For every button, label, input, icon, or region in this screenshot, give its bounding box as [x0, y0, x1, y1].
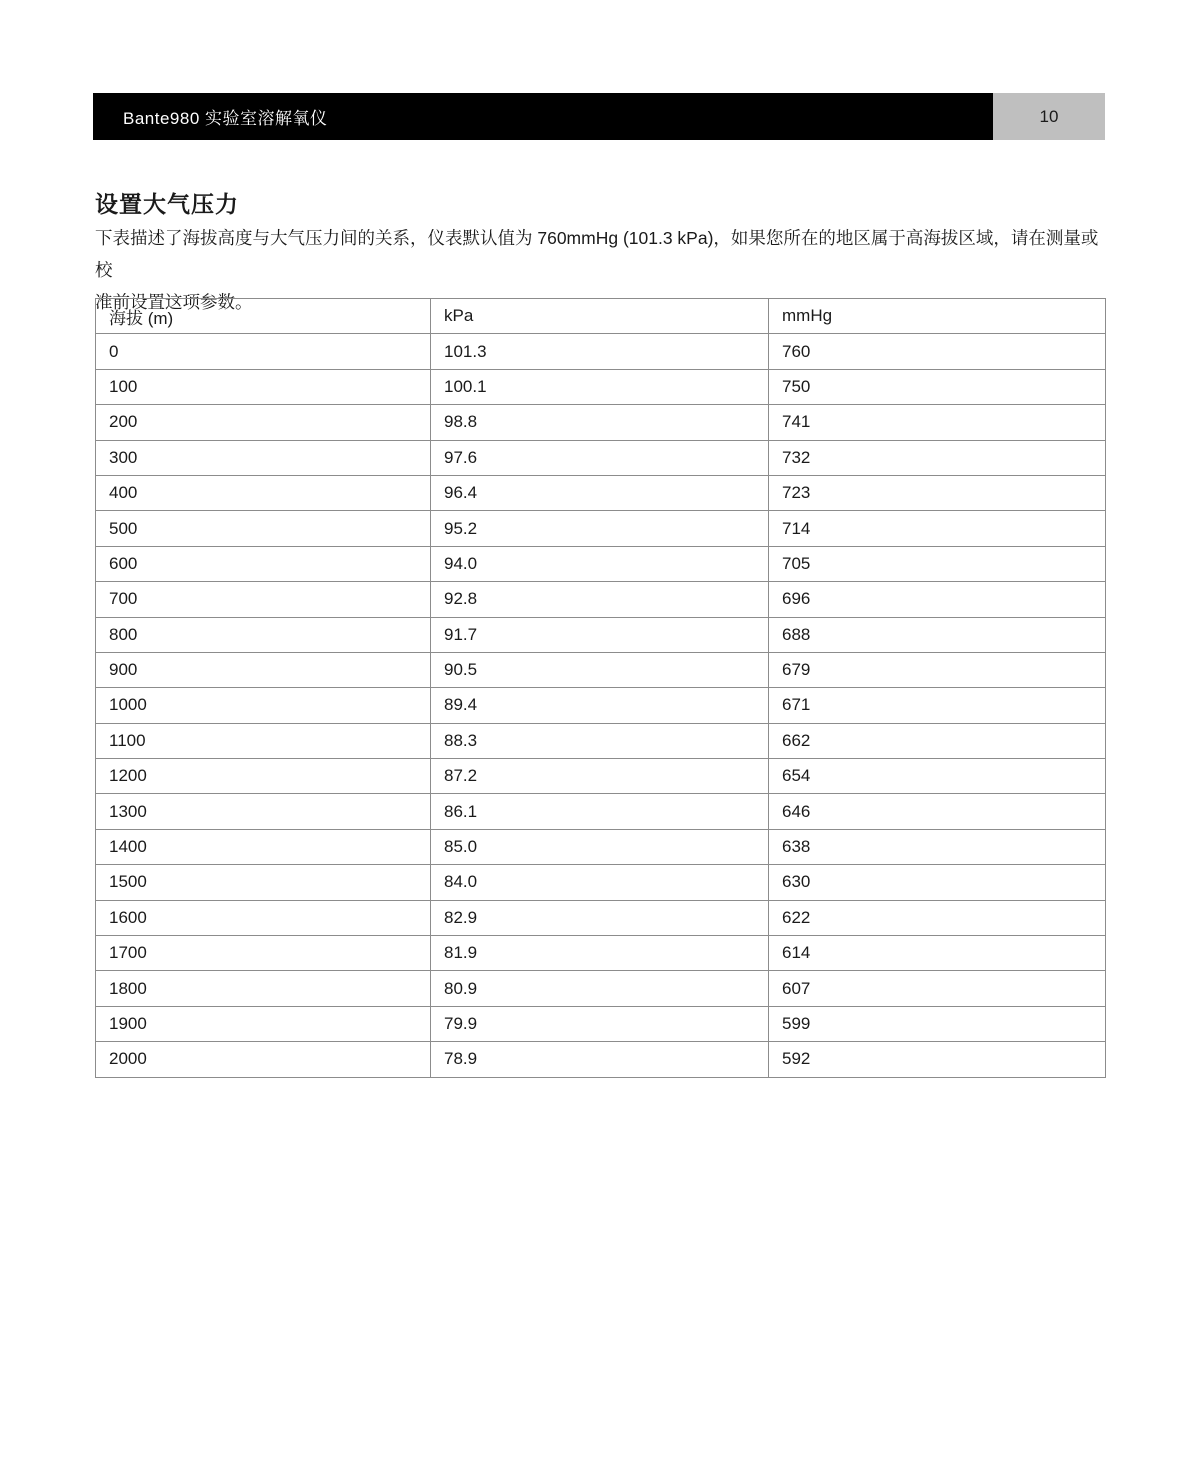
table-cell: 1000 [96, 688, 431, 723]
table-cell: 723 [769, 475, 1106, 510]
table-cell: 646 [769, 794, 1106, 829]
table-row [96, 794, 1106, 829]
intro-paragraph-line-2: 准前设置这项参数。 [95, 292, 253, 312]
table-row [96, 759, 1106, 794]
table-row [96, 865, 1106, 900]
table-row [96, 475, 1106, 510]
table-cell: 100.1 [431, 369, 769, 404]
table-cell: 607 [769, 971, 1106, 1006]
table-row [96, 900, 1106, 935]
table-cell: 300 [96, 440, 431, 475]
table-cell: 86.1 [431, 794, 769, 829]
table-header-altitude: 海拔 (m) [96, 299, 431, 334]
table-cell: 81.9 [431, 936, 769, 971]
pressure-table-body [96, 334, 1106, 1077]
table-cell: 622 [769, 900, 1106, 935]
table-cell: 741 [769, 405, 1106, 440]
table-cell: 671 [769, 688, 1106, 723]
table-cell: 78.9 [431, 1042, 769, 1077]
table-cell: 94.0 [431, 546, 769, 581]
table-cell: 400 [96, 475, 431, 510]
table-cell: 600 [96, 546, 431, 581]
table-cell: 0 [96, 334, 431, 369]
page-number-box [993, 93, 1105, 140]
table-cell: 96.4 [431, 475, 769, 510]
table-cell: 97.6 [431, 440, 769, 475]
table-header-kpa: kPa [431, 299, 769, 334]
table-header-row [96, 299, 1106, 334]
table-cell: 91.7 [431, 617, 769, 652]
table-row [96, 1006, 1106, 1041]
table-cell: 750 [769, 369, 1106, 404]
table-cell: 800 [96, 617, 431, 652]
table-cell: 1700 [96, 936, 431, 971]
intro-paragraph-line-1: 下表描述了海拔高度与大气压力间的关系，仪表默认值为 760mmHg (101.3 kPa)，如果您所在的地区属于高海拔区域，请在测量或校 [95, 228, 1099, 280]
table-row [96, 334, 1106, 369]
table-cell: 1300 [96, 794, 431, 829]
pressure-table [95, 298, 1106, 1078]
table-cell: 630 [769, 865, 1106, 900]
table-cell: 98.8 [431, 405, 769, 440]
table-cell: 592 [769, 1042, 1106, 1077]
table-cell: 500 [96, 511, 431, 546]
table-cell: 700 [96, 582, 431, 617]
table-row [96, 440, 1106, 475]
table-cell: 85.0 [431, 829, 769, 864]
table-cell: 1400 [96, 829, 431, 864]
table-cell: 614 [769, 936, 1106, 971]
table-cell: 80.9 [431, 971, 769, 1006]
table-cell: 1100 [96, 723, 431, 758]
table-cell: 679 [769, 652, 1106, 687]
table-cell: 638 [769, 829, 1106, 864]
table-row [96, 511, 1106, 546]
table-cell: 1500 [96, 865, 431, 900]
table-cell: 90.5 [431, 652, 769, 687]
table-header-mmhg: mmHg [769, 299, 1106, 334]
table-cell: 200 [96, 405, 431, 440]
table-cell: 1600 [96, 900, 431, 935]
table-cell: 654 [769, 759, 1106, 794]
table-cell: 2000 [96, 1042, 431, 1077]
table-cell: 1800 [96, 971, 431, 1006]
table-cell: 79.9 [431, 1006, 769, 1041]
table-cell: 95.2 [431, 511, 769, 546]
table-cell: 1200 [96, 759, 431, 794]
table-cell: 82.9 [431, 900, 769, 935]
table-cell: 87.2 [431, 759, 769, 794]
table-row [96, 723, 1106, 758]
table-cell: 100 [96, 369, 431, 404]
table-row [96, 405, 1106, 440]
table-cell: 88.3 [431, 723, 769, 758]
table-cell: 1900 [96, 1006, 431, 1041]
table-cell: 760 [769, 334, 1106, 369]
table-cell: 84.0 [431, 865, 769, 900]
table-row [96, 1042, 1106, 1077]
table-cell: 696 [769, 582, 1106, 617]
table-cell: 599 [769, 1006, 1106, 1041]
header-title: Bante980 实验室溶解氧仪 [123, 109, 328, 128]
table-row [96, 688, 1106, 723]
header-bar [93, 93, 993, 140]
table-row [96, 971, 1106, 1006]
table-row [96, 829, 1106, 864]
table-row [96, 546, 1106, 581]
table-row [96, 582, 1106, 617]
table-cell: 714 [769, 511, 1106, 546]
table-cell: 732 [769, 440, 1106, 475]
table-cell: 101.3 [431, 334, 769, 369]
table-cell: 662 [769, 723, 1106, 758]
table-cell: 89.4 [431, 688, 769, 723]
table-cell: 705 [769, 546, 1106, 581]
table-row [96, 652, 1106, 687]
table-cell: 92.8 [431, 582, 769, 617]
table-cell: 900 [96, 652, 431, 687]
table-row [96, 617, 1106, 652]
page-number: 10 [1039, 106, 1059, 126]
section-title: 设置大气压力 [95, 191, 239, 217]
table-row [96, 369, 1106, 404]
table-row [96, 936, 1106, 971]
table-cell: 688 [769, 617, 1106, 652]
